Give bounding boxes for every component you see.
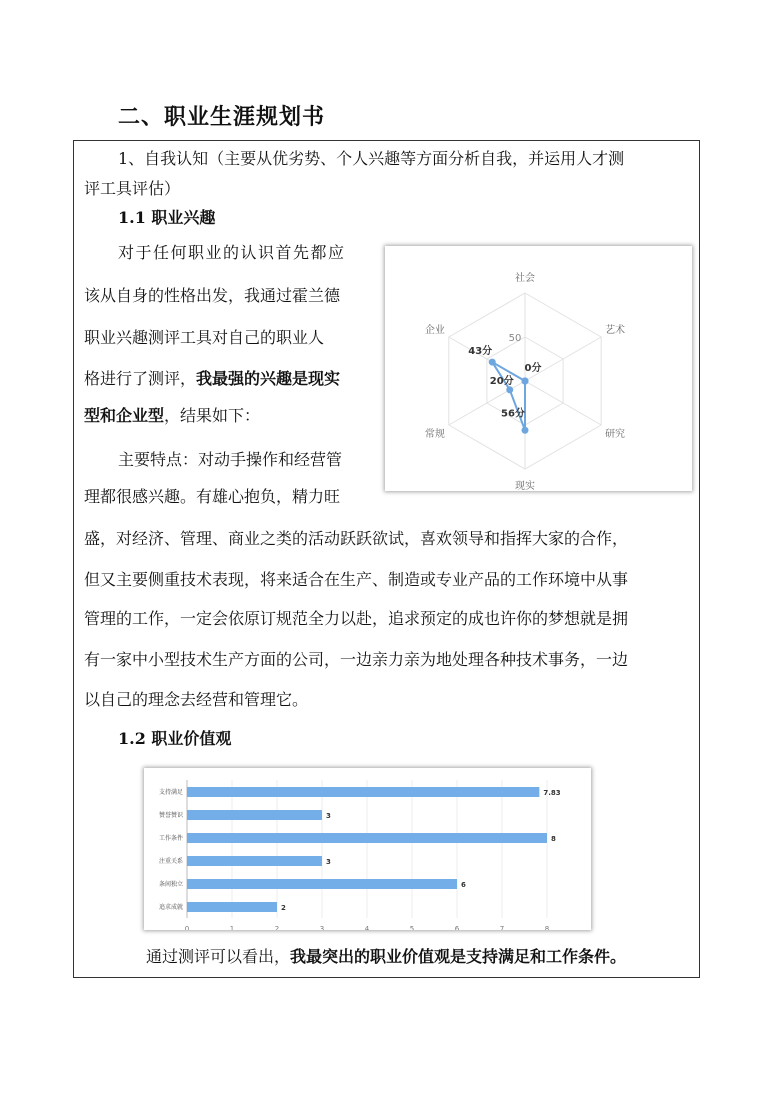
bar-chart	[144, 768, 591, 930]
interest-line-4-plain: 格进行了测评，	[84, 369, 197, 388]
feature-line-7: 以自己的理念去经营和管理它。	[84, 690, 309, 709]
interest-line-1: 对于任何职业的认识首先都应	[118, 243, 346, 262]
radar-data-label: 43分	[468, 346, 493, 358]
bar-value-label: 2	[281, 904, 286, 912]
bar-category-label: 工作条件	[158, 835, 183, 842]
page-title: 二、职业生涯规划书	[118, 104, 326, 130]
radar-point	[522, 427, 529, 434]
section-heading-line1: 1、自我认知（主要从优劣势、个人兴趣等方面分析自我，并运用人才测	[118, 149, 625, 168]
bar-chart-frame	[144, 768, 591, 930]
bar-x-tick-label: 4	[364, 925, 370, 930]
interest-line-5-plain: ，结果如下：	[164, 406, 261, 425]
bar-x-tick-label: 2	[274, 925, 280, 930]
conclusion-highlight: 我最突出的职业价值观是支持满足和工作条件。	[290, 947, 627, 966]
radar-scale-label: 50	[508, 333, 522, 344]
bar	[187, 856, 322, 866]
bar-value-label: 7.83	[543, 789, 561, 797]
conclusion-plain: 通过测评可以看出，	[146, 947, 291, 966]
feature-line-5: 管理的工作，一定会依原订规范全力以赴，追求预定的成也许你的梦想就是拥	[84, 609, 629, 628]
radar-axis-label: 研究	[605, 429, 626, 440]
radar-data-label: 0分	[524, 363, 542, 374]
bar	[187, 810, 322, 820]
interest-highlight-2: 型和企业型	[84, 406, 165, 425]
radar-data-label: 56分	[501, 408, 525, 420]
interest-highlight-1: 我最强的兴趣是现实	[196, 369, 341, 388]
radar-chart-frame	[385, 246, 692, 491]
feature-line-2: 理都很感兴趣。有雄心抱负，精力旺	[84, 487, 341, 506]
bar-value-label: 3	[326, 812, 331, 820]
interest-line-3: 职业兴趣测评工具对自己的职业人	[84, 328, 325, 347]
interest-line-2: 该从自身的性格出发，我通过霍兰德	[84, 286, 341, 305]
subheading-values: 1.2 职业价值观	[118, 729, 232, 748]
radar-axis-label: 社会	[515, 273, 535, 284]
bar-x-tick-label: 1	[229, 925, 235, 930]
bar	[187, 787, 539, 797]
bar-category-label: 支持满足	[158, 789, 183, 796]
section-heading-line2: 评工具评估）	[84, 179, 181, 198]
radar-data-label: 20分	[489, 375, 514, 387]
feature-line-3: 盛，对经济、管理、商业之类的活动跃跃欲试，喜欢领导和指挥大家的合作，	[84, 529, 629, 548]
radar-series-line	[489, 362, 525, 430]
bar-x-tick-label: 6	[454, 925, 460, 930]
bar	[187, 902, 277, 912]
conclusion-line	[146, 940, 626, 973]
bar-category-label: 注重关系	[158, 858, 183, 865]
radar-chart	[385, 246, 692, 491]
bar-x-tick-label: 8	[544, 925, 550, 930]
radar-point	[489, 359, 496, 366]
bar-x-tick-label: 5	[409, 925, 415, 930]
bar-value-label: 6	[461, 881, 466, 889]
bar-x-tick-label: 7	[499, 925, 505, 930]
radar-axis-label: 艺术	[605, 325, 626, 336]
interest-line-4	[84, 362, 340, 395]
bar-category-label: 追求成就	[158, 904, 183, 911]
bar-x-tick-label: 0	[184, 925, 190, 930]
radar-axis-label: 企业	[424, 325, 445, 336]
bar	[187, 879, 457, 889]
radar-axis-label: 常规	[424, 429, 445, 440]
bar-value-label: 3	[326, 858, 331, 866]
radar-point	[506, 386, 513, 393]
interest-line-5	[84, 399, 260, 432]
feature-line-1: 主要特点：对动手操作和经营管	[118, 450, 343, 469]
bar	[187, 833, 547, 843]
feature-line-4: 但又主要侧重技术表现，将来适合在生产、制造或专业产品的工作环境中从事	[84, 570, 629, 589]
radar-axis-label: 现实	[515, 481, 535, 491]
bar-category-label: 赞誉赞识	[158, 812, 183, 819]
bar-x-tick-label: 3	[319, 925, 325, 930]
feature-line-6: 有一家中小型技术生产方面的公司，一边亲力亲为地处理各种技术事务，一边	[84, 650, 629, 669]
radar-point	[522, 378, 529, 385]
subheading-interest: 1.1 职业兴趣	[118, 208, 216, 227]
bar-category-label: 条间独立	[158, 881, 183, 888]
bar-value-label: 8	[551, 835, 556, 843]
